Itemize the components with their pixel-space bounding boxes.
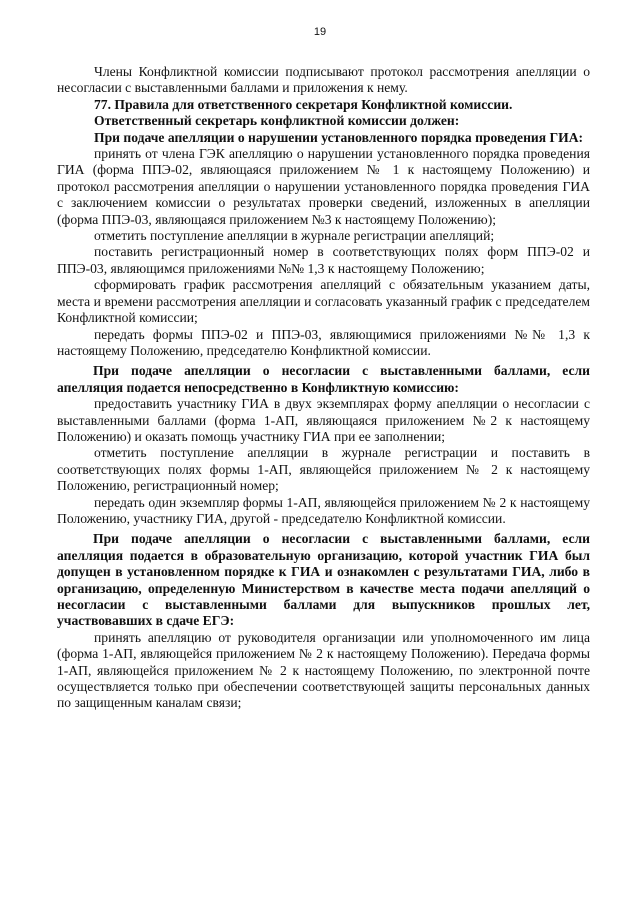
list-item-registration-number: поставить регистрационный номер в соответствующих полях форм ППЭ-02 и ППЭ-03, являющимся приложениями №№ 1,3 к настоящему Положению; bbox=[57, 244, 590, 276]
subheading-score-disagreement-direct: При подаче апелляции о несогласии с выставленными баллами, если апелляция подается непосредственно в Конфликтную комиссию: bbox=[57, 363, 590, 395]
list-item-accept-appeal: принять от члена ГЭК апелляцию о нарушении установленного порядка проведения ГИА (форма ППЭ-02, являющаяся приложением № 1 к настоящему Положению) и протокол рассмотрения апелляции о нарушении установленного порядка проведения ГИА с заключением комиссии о результатах проверки сведений, изложенных в апелляции (форма ППЭ-03, являющаяся приложением №3 к настоящему Положению); bbox=[57, 146, 590, 227]
list-item-transfer-forms: передать формы ППЭ-02 и ППЭ-03, являющимися приложениями №№ 1,3 к настоящему Положению, председателю Конфликтной комиссии. bbox=[57, 326, 590, 358]
secretary-duties-intro: Ответственный секретарь конфликтной комиссии должен: bbox=[94, 113, 460, 129]
page-number: 19 bbox=[313, 26, 327, 38]
list-item-accept-from-organization: принять апелляцию от руководителя организации или уполномоченного им лица (форма 1-АП, являющейся приложением № 2 к настоящему Положению). Передача формы 1-АП, являющейся приложением № 2 к настоящему Положению, по электронной почте осуществляется только при обеспечении соответствующей защиты персональных данных по защищенным каналам связи; bbox=[57, 629, 590, 711]
document-body bbox=[57, 64, 590, 712]
paragraph-commission-signing: Члены Конфликтной комиссии подписывают протокол рассмотрения апелляции о несогласии с выставленными баллами и приложения к нему. bbox=[57, 64, 590, 96]
list-item-register-journal: отметить поступление апелляции в журнале регистрации апелляций; bbox=[94, 228, 495, 244]
subheading-procedure-violation: При подаче апелляции о нарушении установленного порядка проведения ГИА: bbox=[94, 129, 584, 145]
subheading-score-disagreement-organization: При подаче апелляции о несогласии с выставленными баллами, если апелляция подается в образовательную организацию, которой участник ГИА был допущен в установленном порядке к ГИА и ознакомлен с результатами ГИА, либо в организацию, определенную Министерством в качестве места подачи апелляций о несогласии с выставленными баллами для выпускников прошлых лет, участвовавших в сдаче ЕГЭ: bbox=[57, 531, 590, 629]
list-item-provide-form: предоставить участнику ГИА в двух экземплярах форму апелляции о несогласии с выставленными баллами (форма 1-АП, являющаяся приложением №2 к настоящему Положению) и оказать помощь участнику ГИА при ее заполнении; bbox=[57, 396, 590, 444]
list-item-schedule: сформировать график рассмотрения апелляций с обязательным указанием даты, места и времени рассмотрения апелляции и согласовать указанный график с председателем Конфликтной комиссии; bbox=[57, 277, 590, 326]
list-item-register-form: отметить поступление апелляции в журнале регистрации и поставить в соответствующих полях формы 1-АП, являющейся приложением № 2 к настоящему Положению, регистрационный номер; bbox=[57, 445, 590, 494]
section-heading-77: 77. Правила для ответственного секретаря Конфликтной комиссии. bbox=[94, 96, 513, 112]
list-item-pass-copies: передать один экземпляр формы 1-АП, являющейся приложением № 2 к настоящему Положению, участнику ГИА, другой - председателю Конфликтной комиссии. bbox=[57, 494, 590, 526]
